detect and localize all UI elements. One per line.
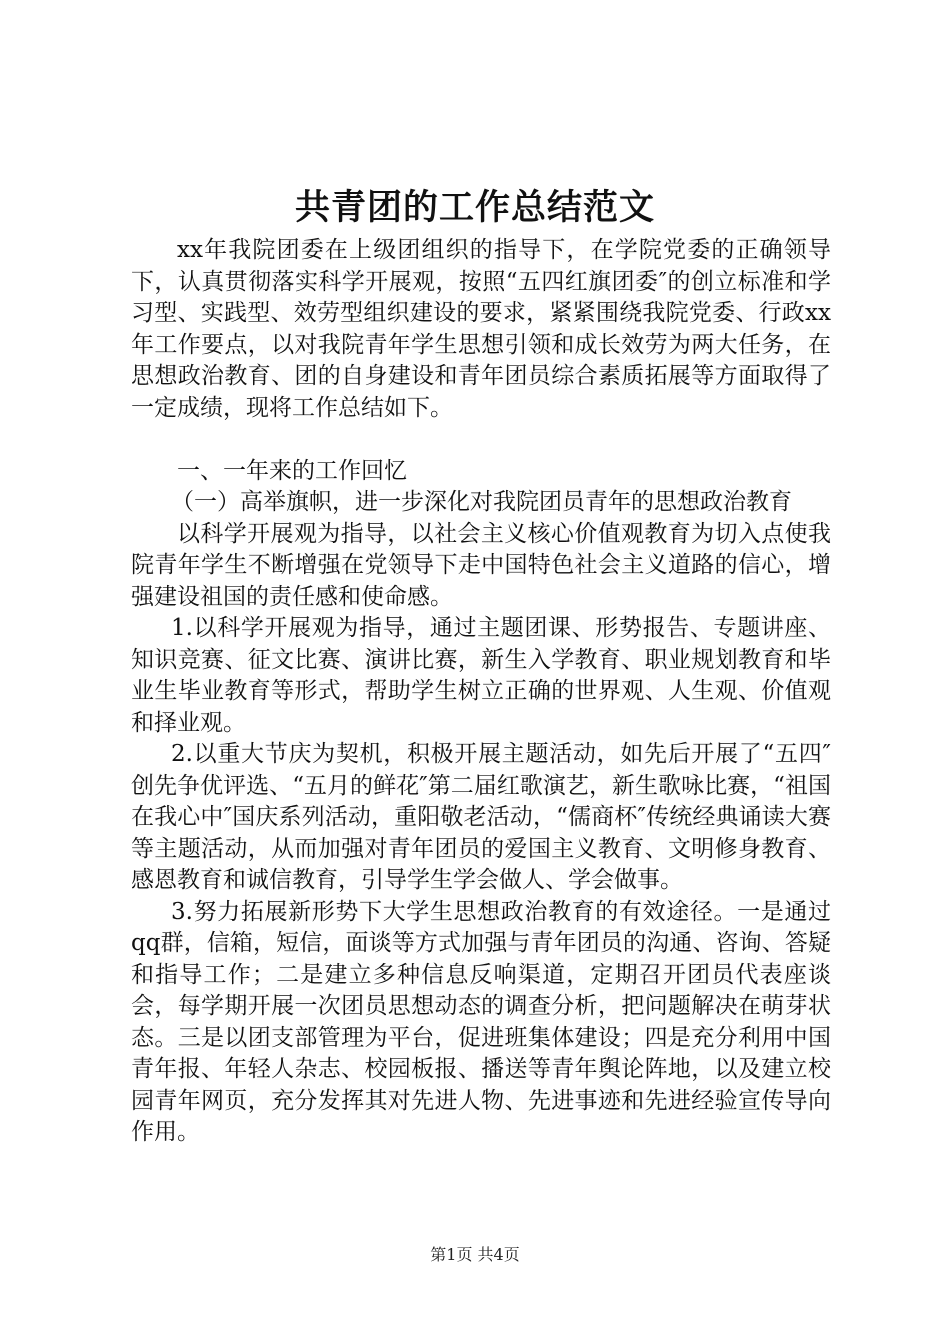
list-item-1: 1.以科学开展观为指导，通过主题团课、形势报告、专题讲座、知识竞赛、征文比赛、演讲比赛，新生入学教育、职业规划教育和毕业生毕业教育等形式，帮助学生树立正确的世界观、人生观、价值观和择业观。	[131, 615, 831, 736]
list-item-3: 3.努力拓展新形势下大学生思想政治教育的有效途径。一是通过qq群，信箱，短信，面谈等方式加强与青年团员的沟通、咨询、答疑和指导工作；二是建立多种信息反响渠道，定期召开团员代表座谈会，每学期开展一次团员思想动态的调查分析，把问题解决在萌芽状态。三是以团支部管理为平台，促进班集体建设；四是充分利用中国青年报、年轻人杂志、校园板报、播送等青年舆论阵地，以及建立校园青年网页，充分发挥其对先进人物、先进事迹和先进经验宣传导向作用。	[131, 898, 831, 1145]
document-body	[131, 235, 831, 1149]
intro-paragraph: xx年我院团委在上级团组织的指导下，在学院党委的正确领导下，认真贯彻落实科学开展观，按照“五四红旗团委″的创立标准和学习型、实践型、效劳型组织建设的要求，紧紧围绕我院党委、行政xx年工作要点，以对我院青年学生思想引领和成长效劳为两大任务，在思想政治教育、团的自身建设和青年团员综合素质拓展等方面取得了一定成绩，现将工作总结如下。	[131, 237, 831, 421]
document-title: 共青团的工作总结范文	[294, 188, 655, 228]
subsection-heading: （一）高举旗帜，进一步深化对我院团员青年的思想政治教育	[171, 489, 792, 515]
body-paragraph: 以科学开展观为指导，以社会主义核心价值观教育为切入点使我院青年学生不断增强在党领导下走中国特色社会主义道路的信心，增强建设祖国的责任感和使命感。	[131, 520, 831, 610]
page-footer: 第1页 共4页	[430, 1245, 520, 1264]
list-item-2: 2.以重大节庆为契机，积极开展主题活动，如先后开展了“五四″创先争优评选、“五月的鲜花″第二届红歌演艺，新生歌咏比赛，“祖国在我心中″国庆系列活动，重阳敬老活动，“儒商杯″传统经典诵读大赛等主题活动，从而加强对青年团员的爱国主义教育、文明修身教育、感恩教育和诚信教育，引导学生学会做人、学会做事。	[131, 741, 831, 893]
section-heading: 一、一年来的工作回忆	[177, 457, 407, 484]
